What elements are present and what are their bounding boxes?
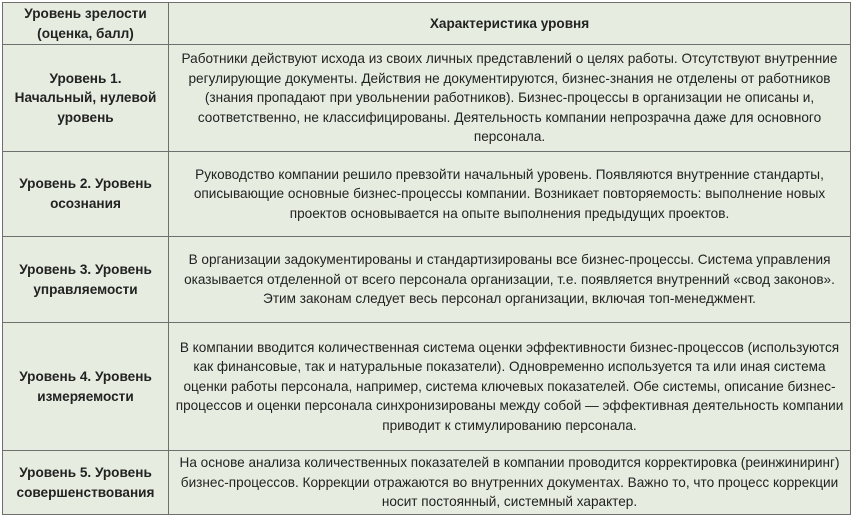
level-cell: Уровень 1. Начальный, нулевой уровень [3,45,169,152]
table-header-row [3,3,851,45]
description-cell: Работники действуют исхода из своих личных представлений о целях работы. Отсутствуют внутренние регулирующие документы. Действия не документируются, бизнес-знания не отделены от работников (знания пропадают при увольнении работников). Бизнес-процессы в организации не описаны и, соответственно, не классифицированы. Деятельность компании непрозрачна даже для основного персонала. [169,45,851,152]
level-cell: Уровень 3. Уровень управляемости [3,237,169,323]
table-row [3,152,851,237]
level-cell: Уровень 5. Уровень совершенствования [3,451,169,515]
description-cell: В организации задокументированы и стандартизированы все бизнес-процессы. Система управления оказывается отделенной от всего персонала организации, т.е. появляется внутренний «свод законов». Этим законам следует весь персонал организации, включая топ-менеджмент. [169,237,851,323]
table-row [3,451,851,515]
header-level-cell: Уровень зрелости (оценка, балл) [3,3,169,45]
description-cell: В компании вводится количественная система оценки эффективности бизнес-процессов (используются как финансовые, так и натуральные показатели). Одновременно используется та или иная система оценки работы персонала, например, система ключевых показателей. Обе системы, описание бизнес-процессов и оценки персонала синхронизированы между собой — эффективная деятельность компании приводит к стимулированию персонала. [169,323,851,451]
table-row [3,323,851,451]
table-row [3,237,851,323]
level-cell: Уровень 4. Уровень измеряемости [3,323,169,451]
description-cell: Руководство компании решило превзойти начальный уровень. Появляются внутренние стандарты, описывающие основные бизнес-процессы компании. Возникает повторяемость: выполнение новых проектов основывается на опыте выполнения предыдущих проектов. [169,152,851,237]
maturity-levels-table [2,2,851,515]
table-row [3,45,851,152]
description-cell: На основе анализа количественных показателей в компании проводится корректировка (реинжиниринг) бизнес-процессов. Коррекции отражаются во внутренних документах. Важно то, что процесс коррекции носит постоянный, системный характер. [169,451,851,515]
level-cell: Уровень 2. Уровень осознания [3,152,169,237]
header-description-cell: Характеристика уровня [169,3,851,45]
